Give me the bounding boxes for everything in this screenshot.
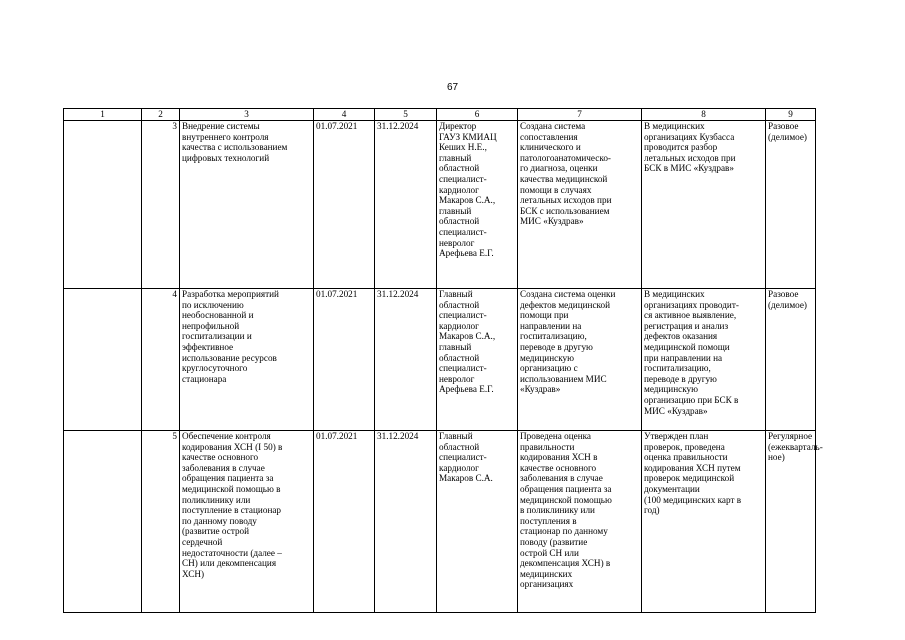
end-date: 31.12.2024 <box>375 289 437 431</box>
header-row <box>64 109 816 121</box>
header-cell: 6 <box>437 109 518 121</box>
header-cell: 3 <box>180 109 314 121</box>
end-date: 31.12.2024 <box>375 431 437 613</box>
start-date: 01.07.2021 <box>314 289 375 431</box>
start-date: 01.07.2021 <box>314 121 375 289</box>
header-cell: 5 <box>375 109 437 121</box>
table-row <box>64 431 816 613</box>
empty-cell <box>64 431 142 613</box>
outcome: Утвержден план проверок, проведена оценка правильности кодирования ХСН путем проверок медицинской документации (100 медицинских карт в год) <box>642 431 766 613</box>
header-cell: 1 <box>64 109 142 121</box>
header-cell: 8 <box>642 109 766 121</box>
item-number: 3 <box>142 121 180 289</box>
frequency: Разовое (делимое) <box>766 121 816 289</box>
frequency: Регулярное (ежекварталь- ное) <box>766 431 816 613</box>
measures-table <box>63 108 823 613</box>
frequency: Разовое (делимое) <box>766 289 816 431</box>
expected-result: Создана система сопоставления клинического и патологоанатомическо- го диагноза, оценки качества медицинской помощи в случаях летальных исходов при БСК с использованием МИС «Куздрав» <box>518 121 642 289</box>
header-cell: 2 <box>142 109 180 121</box>
table-row <box>64 289 816 431</box>
empty-cell <box>64 121 142 289</box>
header-cell: 7 <box>518 109 642 121</box>
start-date: 01.07.2021 <box>314 431 375 613</box>
measure-name: Внедрение системы внутреннего контроля качества с использованием цифровых технологий <box>180 121 314 289</box>
item-number: 5 <box>142 431 180 613</box>
outcome: В медицинских организациях Кузбасса проводится разбор летальных исходов при БСК в МИС «Куздрав» <box>642 121 766 289</box>
end-date: 31.12.2024 <box>375 121 437 289</box>
table-row <box>64 121 816 289</box>
page-number: 67 <box>446 82 459 93</box>
item-number: 4 <box>142 289 180 431</box>
measure-name: Разработка мероприятий по исключению необоснованной и непрофильной госпитализации и эффективное использование ресурсов круглосуточного стационара <box>180 289 314 431</box>
expected-result: Создана система оценки дефектов медицинской помощи при направлении на госпитализацию, переводе в другую медицинскую организацию с использованием МИС «Куздрав» <box>518 289 642 431</box>
header-cell: 4 <box>314 109 375 121</box>
responsible: Главный областной специалист- кардиолог Макаров С.А. <box>437 431 518 613</box>
responsible: Главный областной специалист- кардиолог Макаров С.А., главный областной специалист- невролог Арефьева Е.Г. <box>437 289 518 431</box>
responsible: Директор ГАУЗ КМИАЦ Кеших Н.Е., главный областной специалист- кардиолог Макаров С.А., главный областной специалист- невролог Арефьева Е.Г. <box>437 121 518 289</box>
outcome: В медицинских организациях проводит- ся активное выявление, регистрация и анализ дефектов оказания медицинской помощи при направлении на госпитализацию, переводе в другую медицинскую организацию при БСК в МИС «Куздрав» <box>642 289 766 431</box>
header-cell: 9 <box>766 109 816 121</box>
measure-name: Обеспечение контроля кодирования ХСН (I 50) в качестве основного заболевания в случае обращения пациента за медицинской помощью в поликлинику или поступление в стационар по данному поводу (развитие острой сердечной недостаточности (далее – СН) или декомпенсация ХСН) <box>180 431 314 613</box>
expected-result: Проведена оценка правильности кодирования ХСН в качестве основного заболевания в случае обращения пациента за медицинской помощью в поликлинику или поступления в стационар по данному поводу (развитие острой СН или декомпенсация ХСН) в медицинских организациях <box>518 431 642 613</box>
empty-cell <box>64 289 142 431</box>
